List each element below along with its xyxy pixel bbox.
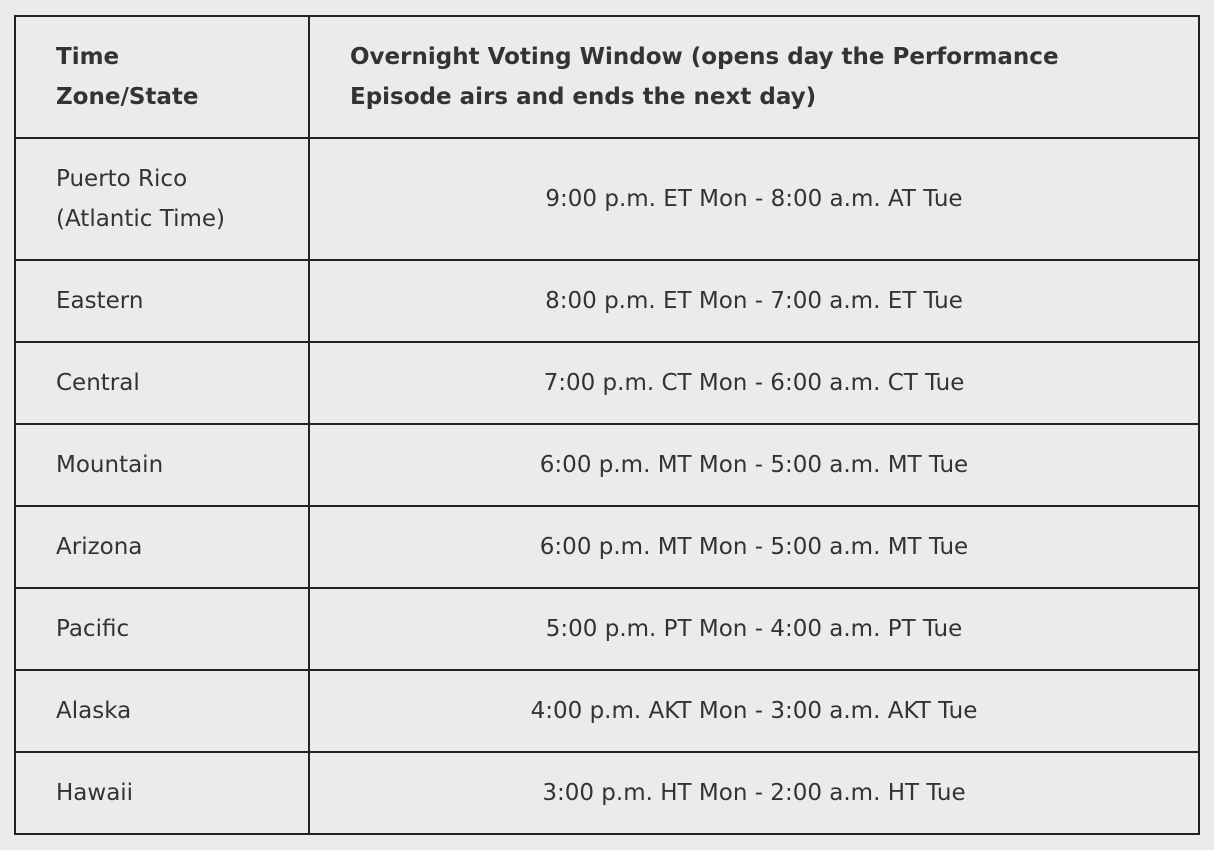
window-cell: 8:00 p.m. ET Mon - 7:00 a.m. ET Tue [309,260,1199,342]
zone-cell: Pacific [15,588,309,670]
zone-cell: Alaska [15,670,309,752]
zone-cell: Arizona [15,506,309,588]
window-cell: 6:00 p.m. MT Mon - 5:00 a.m. MT Tue [309,506,1199,588]
table-row [15,506,1199,588]
table-row [15,588,1199,670]
table-row [15,342,1199,424]
table-row [15,752,1199,834]
table-header-row [15,16,1199,138]
window-cell: 7:00 p.m. CT Mon - 6:00 a.m. CT Tue [309,342,1199,424]
zone-cell: Mountain [15,424,309,506]
header-voting-window: Overnight Voting Window (opens day the Performance Episode airs and ends the next day) [309,16,1199,138]
zone-cell: Hawaii [15,752,309,834]
table-row [15,138,1199,260]
window-cell: 3:00 p.m. HT Mon - 2:00 a.m. HT Tue [309,752,1199,834]
zone-cell: Puerto Rico (Atlantic Time) [15,138,309,260]
table-row [15,424,1199,506]
window-cell: 6:00 p.m. MT Mon - 5:00 a.m. MT Tue [309,424,1199,506]
zone-cell: Central [15,342,309,424]
window-cell: 4:00 p.m. AKT Mon - 3:00 a.m. AKT Tue [309,670,1199,752]
window-cell: 5:00 p.m. PT Mon - 4:00 a.m. PT Tue [309,588,1199,670]
header-time-zone: Time Zone/State [15,16,309,138]
zone-cell: Eastern [15,260,309,342]
window-cell: 9:00 p.m. ET Mon - 8:00 a.m. AT Tue [309,138,1199,260]
voting-window-table [14,15,1200,835]
table-row [15,670,1199,752]
table-row [15,260,1199,342]
